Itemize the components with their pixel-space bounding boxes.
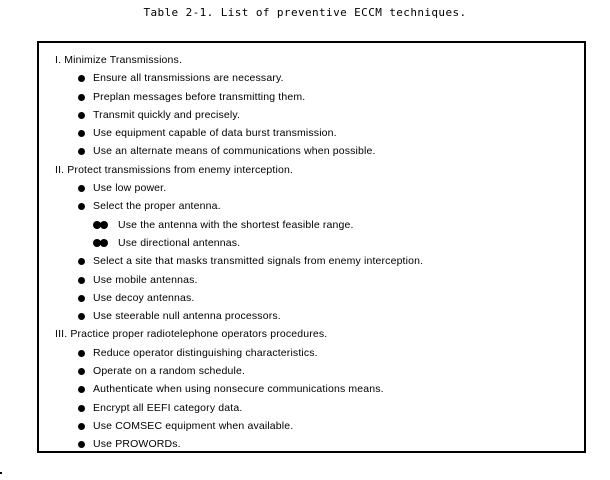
list-item-text: Ensure all transmissions are necessary. xyxy=(93,72,284,85)
list-item xyxy=(55,307,423,325)
bullet-icon xyxy=(78,185,85,192)
bullet-icon xyxy=(78,130,85,137)
bullet-icon xyxy=(78,94,85,101)
list-item xyxy=(55,399,423,417)
list-item-text: Use low power. xyxy=(93,182,167,195)
bullet-icon xyxy=(78,386,85,393)
list-item-text: Preplan messages before transmitting them. xyxy=(93,90,306,103)
list-item xyxy=(55,252,423,270)
list-item-text: Select the proper antenna. xyxy=(93,200,221,213)
table-caption: Table 2-1. List of preventive ECCM techniques. xyxy=(143,6,467,19)
bullet-icon xyxy=(78,295,85,302)
list-item-text: Transmit quickly and precisely. xyxy=(93,108,241,121)
bullet-icon xyxy=(78,258,85,265)
list-item xyxy=(55,435,423,453)
sub-item-text: Use directional antennas. xyxy=(118,236,241,249)
list-item-text: Use an alternate means of communications when possible. xyxy=(93,145,376,158)
section-heading: III. Practice proper radiotelephone operators procedures. xyxy=(55,328,328,341)
double-bullet-icon xyxy=(93,221,111,229)
list-item-text: Use COMSEC equipment when available. xyxy=(93,419,294,432)
sub-item-text: Use the antenna with the shortest feasible range. xyxy=(118,218,354,231)
list-item-text: Use steerable null antenna processors. xyxy=(93,310,281,323)
list-item xyxy=(55,106,423,124)
bullet-icon xyxy=(78,203,85,210)
list-item xyxy=(55,197,423,215)
list-item xyxy=(55,69,423,87)
section-heading: I. Minimize Transmissions. xyxy=(55,54,183,66)
list-item-text: Use mobile antennas. xyxy=(93,273,198,286)
bullet-icon xyxy=(78,75,85,82)
bullet-icon xyxy=(78,441,85,448)
sub-list-item xyxy=(55,216,423,234)
list-item xyxy=(55,88,423,106)
list-item xyxy=(55,142,423,160)
list-item-text: Operate on a random schedule. xyxy=(93,365,246,378)
list-item xyxy=(55,344,423,362)
list-item-text: Authenticate when using nonsecure communications means. xyxy=(93,383,384,396)
list-item-text: Use equipment capable of data burst transmission. xyxy=(93,127,337,140)
bullet-dot xyxy=(100,221,108,229)
list-item xyxy=(55,289,423,307)
bullet-icon xyxy=(78,112,85,119)
technique-list xyxy=(55,51,423,454)
page-mark xyxy=(0,472,2,474)
list-item xyxy=(55,124,423,142)
list-item-text: Use decoy antennas. xyxy=(93,291,195,304)
bullet-icon xyxy=(78,368,85,375)
bullet-dot xyxy=(100,239,108,247)
bullet-icon xyxy=(78,313,85,320)
double-bullet-icon xyxy=(93,239,111,247)
list-item-text: Encrypt all EEFI category data. xyxy=(93,401,243,414)
list-item xyxy=(55,417,423,435)
bullet-icon xyxy=(78,148,85,155)
section-heading: II. Protect transmissions from enemy interception. xyxy=(55,163,294,176)
list-item-text: Use PROWORDs. xyxy=(93,438,181,451)
sub-list-item xyxy=(55,234,423,252)
bullet-icon xyxy=(78,350,85,357)
list-item-text: Reduce operator distinguishing characteristics. xyxy=(93,346,318,359)
bullet-icon xyxy=(78,405,85,412)
list-item-text: Select a site that masks transmitted signals from enemy interception. xyxy=(93,255,424,268)
bullet-icon xyxy=(78,277,85,284)
list-item xyxy=(55,271,423,289)
list-item xyxy=(55,380,423,398)
list-item xyxy=(55,362,423,380)
list-item xyxy=(55,179,423,197)
bullet-icon xyxy=(78,423,85,430)
